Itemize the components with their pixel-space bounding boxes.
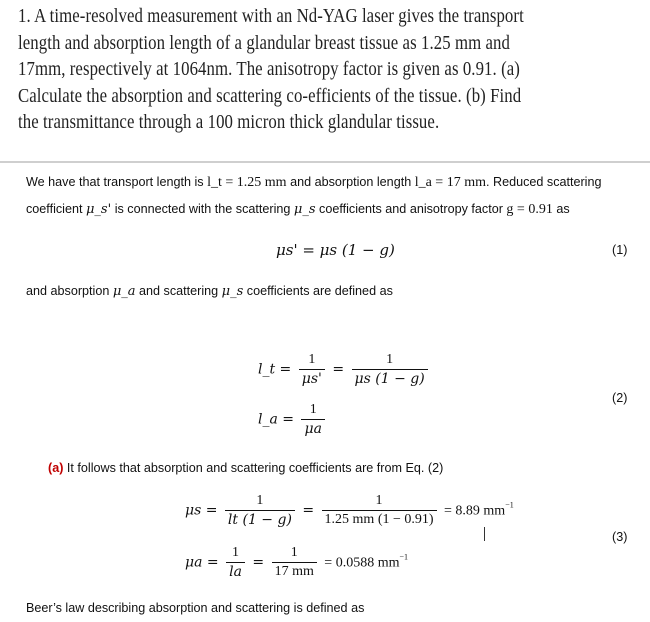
scattering-result: = 8.89 mm — [444, 503, 506, 519]
fraction-7-numerator: 1 — [290, 545, 298, 560]
line2-text-c: coefficients and anisotropy factor — [319, 202, 503, 216]
fraction-4-numerator: 1 — [256, 493, 264, 508]
equation-1-number: (1) — [612, 243, 628, 257]
absorption-length-lhs: l_a = — [258, 411, 295, 428]
line1-text-b: and absorption length — [290, 175, 412, 189]
text-line-2 — [26, 202, 570, 218]
text-line-4: Beer’s law describing absorption and scattering is defined as — [26, 601, 365, 615]
equation-2-absorption — [258, 402, 328, 437]
fraction-4 — [225, 493, 295, 528]
problem-statement: 1. A time-resolved measurement with an Nd-YAG laser gives the transport length and absorption length of a glandular breast tissue as 1.25 mm and 17mm, respectively at 1064nm. The anisotropy factor is given as 0.91. (a) Calculate the absorption and scattering co-efficients of the tissue. (b) Find the transmittance through a 100 micron thick glandular tissue. — [18, 6, 524, 133]
text-line-1 — [26, 175, 602, 191]
anisotropy-value: g = 0.91 — [506, 202, 553, 217]
absorption-result-exponent: −1 — [399, 552, 408, 562]
absorption-lhs: μa = — [185, 554, 219, 571]
fraction-5-denominator: 1.25 mm (1 − 0.91) — [322, 510, 437, 528]
fraction-7-denominator: 17 mm — [272, 562, 317, 580]
transport-length-lhs: l_t = — [258, 361, 292, 378]
equation-3-number: (3) — [612, 530, 628, 544]
absorption-result: = 0.0588 mm — [324, 555, 400, 571]
line2-text-b: is connected with the scattering — [114, 202, 291, 216]
absorption-symbol: μ_a — [112, 284, 136, 299]
text-line-3 — [26, 284, 393, 299]
line1-text-a: We have that transport length is — [26, 175, 204, 189]
part-a-line — [48, 461, 443, 475]
fraction-1-numerator: 1 — [308, 352, 316, 367]
scattering-lhs: μs = — [185, 502, 218, 519]
text-cursor — [484, 527, 485, 541]
fraction-2 — [352, 352, 428, 387]
scattering-symbol-2: μ_s — [221, 284, 244, 299]
equation-3-absorption: μa = $\frac{1}{la}$ = $\frac{1}{17 mm}$ = 0.0588 $mm^{-1}$ — [185, 545, 408, 580]
fraction-5 — [322, 493, 437, 528]
line2-text-d: as — [556, 202, 570, 216]
scattering-result-exponent: −1 — [505, 500, 514, 510]
fraction-1-denominator: μs' — [299, 369, 325, 387]
equation-1: μs' = μs (1 − g) — [276, 241, 395, 259]
fraction-3-numerator: 1 — [309, 402, 317, 417]
fraction-5-numerator: 1 — [375, 493, 383, 508]
line2-text-a: coefficient — [26, 202, 83, 216]
equation-2-number: (2) — [612, 391, 628, 405]
reduced-scattering-symbol: μ_s' — [85, 202, 112, 217]
fraction-4-denominator: lt (1 − g) — [225, 510, 295, 528]
line3-text-c: coefficients are defined as — [246, 284, 393, 298]
part-a-text: It follows that absorption and scattering coefficients are from Eq. (2) — [66, 461, 444, 475]
line3-text-a: and absorption — [26, 284, 110, 298]
absorption-length-value: l_a = 17 mm — [414, 175, 486, 190]
divider — [0, 161, 650, 163]
fraction-6-denominator: la — [226, 562, 245, 580]
part-a-label: (a) — [48, 461, 64, 475]
fraction-3-denominator: μa — [301, 419, 324, 437]
scattering-symbol: μ_s — [293, 202, 316, 217]
fraction-6-numerator: 1 — [232, 545, 239, 560]
equation-3-scattering: μs = $\frac{1}{lt (1 - g)}$ = $\frac{1}{1.25 mm (1 - 0.91)}$ = 8.89 $mm^{-1}$ — [185, 493, 514, 528]
fraction-6 — [226, 545, 245, 580]
fraction-3 — [301, 402, 324, 437]
line3-text-b: and scattering — [139, 284, 219, 298]
line1-text-c: . Reduced scattering — [485, 175, 602, 189]
transport-length-value: l_t = 1.25 mm — [207, 175, 287, 190]
fraction-7 — [272, 545, 317, 580]
equation-2-transport: l_t = $\frac{1}{\mu s'}$ = $\frac{1}{\mu s (1 - g)}$ — [258, 352, 431, 387]
fraction-2-denominator: μs (1 − g) — [352, 369, 428, 387]
fraction-1 — [299, 352, 325, 387]
fraction-2-numerator: 1 — [386, 352, 394, 367]
